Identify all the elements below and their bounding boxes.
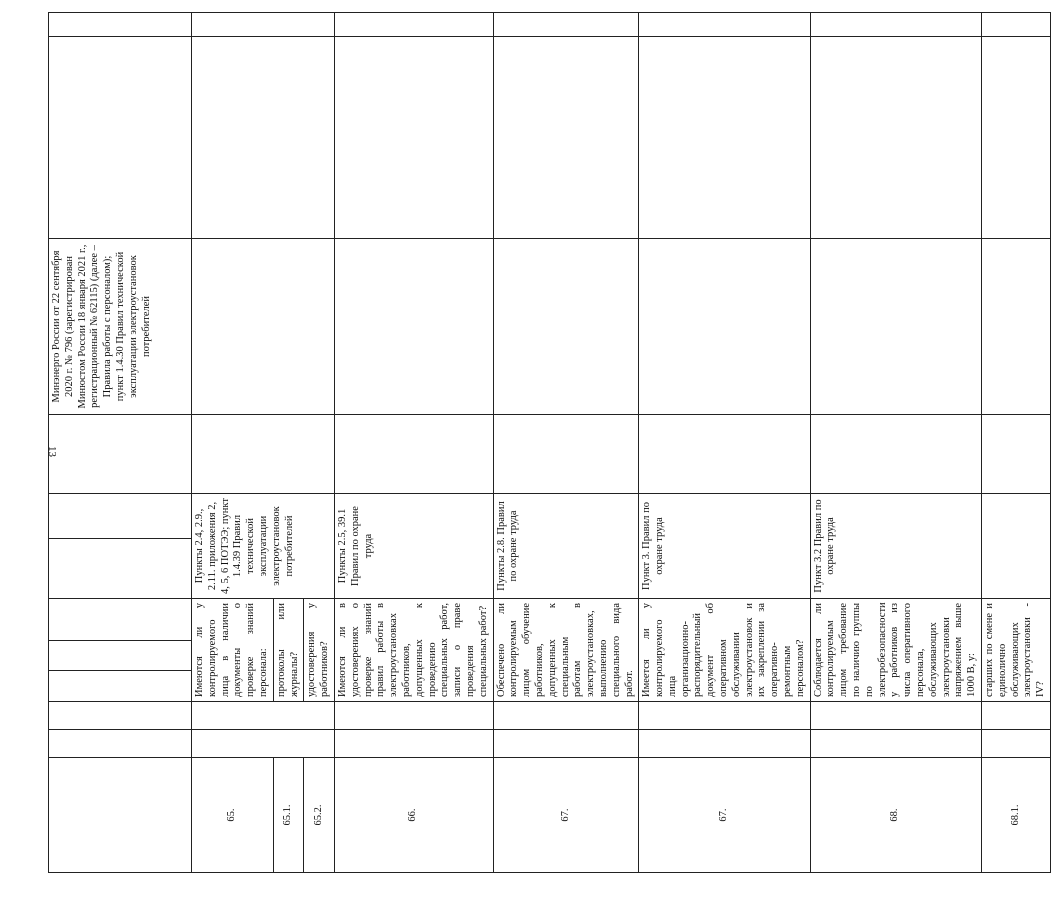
table-row (49, 13, 192, 873)
table-row (334, 13, 493, 873)
reference-cell: Пункты 2.4, 2.9., 2.11. приложения 2, 4, 5, 6 ПОТЭЭ; пункт 1.4.39 Правил технической эксплуатации электроустановок потребителей (192, 494, 335, 599)
blank-cell (192, 13, 335, 37)
table-row (192, 13, 274, 873)
question-cell: протоколы или журналы? (273, 599, 304, 702)
blank-cell (192, 730, 335, 758)
blank-cell (334, 415, 493, 494)
blank-cell (810, 730, 981, 758)
question-cell: Имеются ли в удостоверениях о проверке знаний правил работы в электроустановках работников, допущенных к проведению специальных работ, записи о праве проведения специальных работ? (334, 599, 493, 702)
blank-cell (192, 37, 335, 239)
row-number: 65.1. (273, 758, 304, 873)
blank-cell (810, 239, 981, 415)
reference-cell: Пункт 3. Правил по охране труда (639, 494, 810, 599)
row-number: 68. (810, 758, 981, 873)
blank-cell (493, 13, 639, 37)
blank-cell (810, 702, 981, 730)
blank-cell (49, 37, 192, 239)
checklist-table (48, 12, 1051, 873)
blank-cell (49, 730, 192, 758)
blank-cell (334, 239, 493, 415)
reference-cell: Пункт 3.2 Правил по охране труда (810, 494, 981, 599)
blank-cell (49, 702, 192, 730)
blank-cell (639, 37, 810, 239)
blank-cell (982, 239, 1051, 415)
blank-cell (493, 415, 639, 494)
blank-cell (49, 641, 192, 671)
reference-cell: Пункты 2.5, 39.1 Правил по охране труда (334, 494, 493, 599)
blank-cell (810, 13, 981, 37)
question-cell: удостоверения у работников? (304, 599, 335, 702)
blank-cell (49, 671, 192, 702)
page-number: 13 (46, 446, 58, 457)
blank-cell (982, 37, 1051, 239)
blank-cell (639, 415, 810, 494)
reference-cell: Минэнерго России от 22 сентября 2020 г. № 796 (зарегистрирован Минюстом России 18 января 2021 г., регистрационный № 62115) (далее – Правила работы с персоналом); пункт 1.4.30 Правил технической эксплуатации электроустановок потребителей (49, 239, 192, 415)
blank-cell (493, 702, 639, 730)
blank-cell (639, 702, 810, 730)
blank-cell (982, 702, 1051, 730)
blank-cell (49, 599, 192, 641)
row-number: 68.1. (982, 758, 1051, 873)
table-row (982, 13, 1051, 873)
blank-cell (639, 730, 810, 758)
blank-cell (639, 13, 810, 37)
row-number: 65. (192, 758, 274, 873)
blank-cell (334, 13, 493, 37)
blank-cell (192, 702, 335, 730)
table-row (639, 13, 810, 873)
row-number: 66. (334, 758, 493, 873)
table-row (810, 13, 981, 873)
blank-cell (334, 702, 493, 730)
question-cell: Соблюдается ли контролируемым лицом требование по наличию группы по электробезопасности у работников из числа оперативного персонала, обслуживающих электроустановки напряжением выше 1000 В, у: (810, 599, 981, 702)
blank-cell (982, 13, 1051, 37)
reference-cell (982, 494, 1051, 599)
blank-cell (192, 415, 335, 494)
blank-cell (334, 730, 493, 758)
blank-cell (192, 239, 335, 415)
blank-cell (493, 730, 639, 758)
blank-cell (49, 758, 192, 873)
question-cell: Имеются ли у контролируемого лица в наличии документы о проверке знаний персонала: (192, 599, 274, 702)
row-number: 67. (639, 758, 810, 873)
question-cell: Обеспечено ли контролируемым лицом обучение работников, допущенных к специальным работам в электроустановках, выполнению специального вида работ. (493, 599, 639, 702)
blank-cell (810, 37, 981, 239)
question-cell: Имеется ли у контролируемого лица организационно-распорядительный документ об оперативном обслуживании электроустановок и их закреплении за оперативно-ремонтным персоналом? (639, 599, 810, 702)
rotated-table-container (48, 43, 1047, 873)
row-number: 67. (493, 758, 639, 873)
row-number: 65.2. (304, 758, 335, 873)
blank-cell (334, 37, 493, 239)
reference-cell: Пункты 2.8. Правил по охране труда (493, 494, 639, 599)
table-row (493, 13, 639, 873)
blank-cell (49, 494, 192, 539)
blank-cell (493, 37, 639, 239)
blank-cell (982, 415, 1051, 494)
blank-cell (982, 730, 1051, 758)
blank-cell (639, 239, 810, 415)
blank-cell (49, 539, 192, 599)
blank-cell (49, 415, 192, 494)
blank-cell (810, 415, 981, 494)
blank-cell (49, 13, 192, 37)
blank-cell (493, 239, 639, 415)
question-cell: старших по смене и единолично обслуживающих электроустановки - IV? (982, 599, 1051, 702)
